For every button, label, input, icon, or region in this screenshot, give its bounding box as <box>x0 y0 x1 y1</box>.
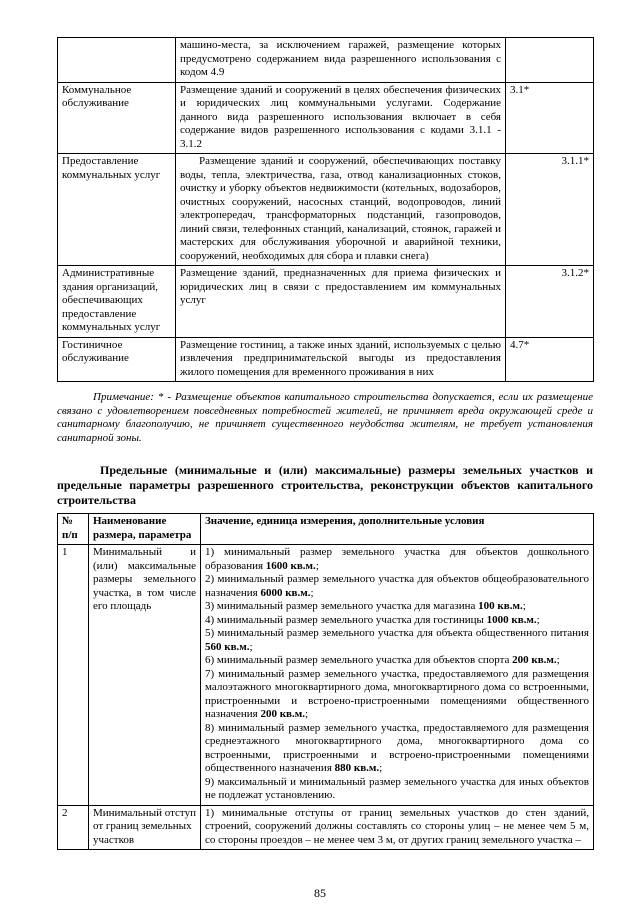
cell-use-code: 3.1.1* <box>506 154 594 266</box>
section-heading: Предельные (минимальные и (или) максимальные) размеры земельных участков и предельные параметры разрешенного строительства, реконструкции объектов капитального строительства <box>57 463 593 507</box>
table-row <box>58 38 594 83</box>
header-cell-name: Наименование размера, параметра <box>89 514 201 545</box>
value-item: 5) минимальный размер земельного участка для объекта общественного питания 560 кв.м.; <box>205 627 589 653</box>
cell-use-name: Гостиничное обслуживание <box>58 337 176 382</box>
value-item: 7) минимальный размер земельного участка, предоставляемого для размещения малоэтажного многоквартирного дома, многоквартирного дома со встроенными, пристроенными и встроено-пристроенными помещениями общественного назначения 200 кв.м.; <box>205 667 589 720</box>
parameters-table <box>57 513 594 850</box>
cell-use-code: 3.1* <box>506 82 594 154</box>
table-row <box>58 805 594 850</box>
value-item: 6) минимальный размер земельного участка для объектов спорта 200 кв.м.; <box>205 654 560 666</box>
value-item: 3) минимальный размер земельного участка для магазина 100 кв.м.; <box>205 600 526 612</box>
param-name-cell: Минимальный отступ от границ земельных участков <box>89 805 201 850</box>
value-item: 8) минимальный размер земельного участка, предоставляемого для размещения среднеэтажного многоквартирного дома, многоквартирного дома со встроенными, пристроенными и встроено-пристроенными помещениями общественного назначения 880 кв.м.; <box>205 721 589 774</box>
cell-use-name: Коммунальное обслуживание <box>58 82 176 154</box>
note-paragraph: Примечание: * - Размещение объектов капитального строительства допускается, если их размещение связано с удовлетворением повседневных потребностей жителей, не причиняет вреда окружающей среде и санитарному благополучию, не причиняет существенного неудобства жителям, не требует установления санитарной зоны. <box>57 391 593 444</box>
param-value-cell: 1) минимальные отступы от границ земельных участков до стен зданий, строений, сооружений должны составлять со стороны улиц – не менее чем 5 м, со стороны проездов – не менее чем 3 м, от других границ земельного участка – <box>201 805 594 850</box>
param-num-cell: 2 <box>58 805 89 850</box>
cell-use-description: Размещение зданий, предназначенных для приема физических и юридических лиц в связи с предоставлением им коммунальных услуг <box>176 266 506 338</box>
table-row <box>58 545 594 806</box>
value-item: 4) минимальный размер земельного участка для гостиницы 1000 кв.м.; <box>205 613 540 626</box>
value-item: 2) минимальный размер земельного участка для объектов общеобразовательного назначения 6000 кв.м.; <box>205 573 589 599</box>
cell-use-code: 3.1.2* <box>506 266 594 338</box>
cell-use-description: Размещение зданий и сооружений, обеспечивающих поставку воды, тепла, электричества, газа, отвод канализационных стоков, очистку и уборку объектов недвижимости (котельных, водозаборов, очистных сооружений, насосных станций, водопроводов, линий электропередач, трансформаторных подстанций, газопроводов, линий связи, телефонных станций, канализаций, стоянок, гаражей и мастерских для обслуживания уборочной и аварийной техники, сооружений, необходимых для сбора и плавки снега) <box>176 154 506 266</box>
cell-use-code <box>506 38 594 83</box>
cell-use-name <box>58 38 176 83</box>
value-item: 1) минимальный размер земельного участка для объектов дошкольного образования 1600 кв.м.; <box>205 546 589 572</box>
land-use-table <box>57 37 594 382</box>
table-header-row <box>58 514 594 545</box>
header-cell-value: Значение, единица измерения, дополнительные условия <box>201 514 594 545</box>
param-value-cell <box>201 545 594 806</box>
table-row <box>58 266 594 338</box>
cell-use-name: Предоставление коммунальных услуг <box>58 154 176 266</box>
cell-use-description: Размещение гостиниц, а также иных зданий, используемых с целью извлечения предпринимательской выгоды из предоставления жилого помещения для временного проживания в них <box>176 337 506 382</box>
table-row <box>58 154 594 266</box>
header-cell-num: № п/п <box>58 514 89 545</box>
cell-use-name: Административные здания организаций, обеспечивающих предоставление коммунальных услуг <box>58 266 176 338</box>
param-name-cell: Минимальный и (или) максимальные размеры земельного участка, в том числе его площадь <box>89 545 201 806</box>
table-row <box>58 82 594 154</box>
cell-use-description: Размещение зданий и сооружений в целях обеспечения физических и юридических лиц коммунальными услугами. Содержание данного вида разрешенного использования включает в себя содержание видов разрешенного использования с кодами 3.1.1 - 3.1.2 <box>176 82 506 154</box>
cell-use-description: машино-места, за исключением гаражей, размещение которых предусмотрено содержанием вида разрешенного использования с кодом 4.9 <box>176 38 506 83</box>
param-num-cell: 1 <box>58 545 89 806</box>
value-item: 9) максимальный и минимальный размер земельного участка для иных объектов не подлежат установлению. <box>205 775 589 801</box>
cell-use-code: 4.7* <box>506 337 594 382</box>
table-row <box>58 337 594 382</box>
page-number: 85 <box>314 885 326 900</box>
